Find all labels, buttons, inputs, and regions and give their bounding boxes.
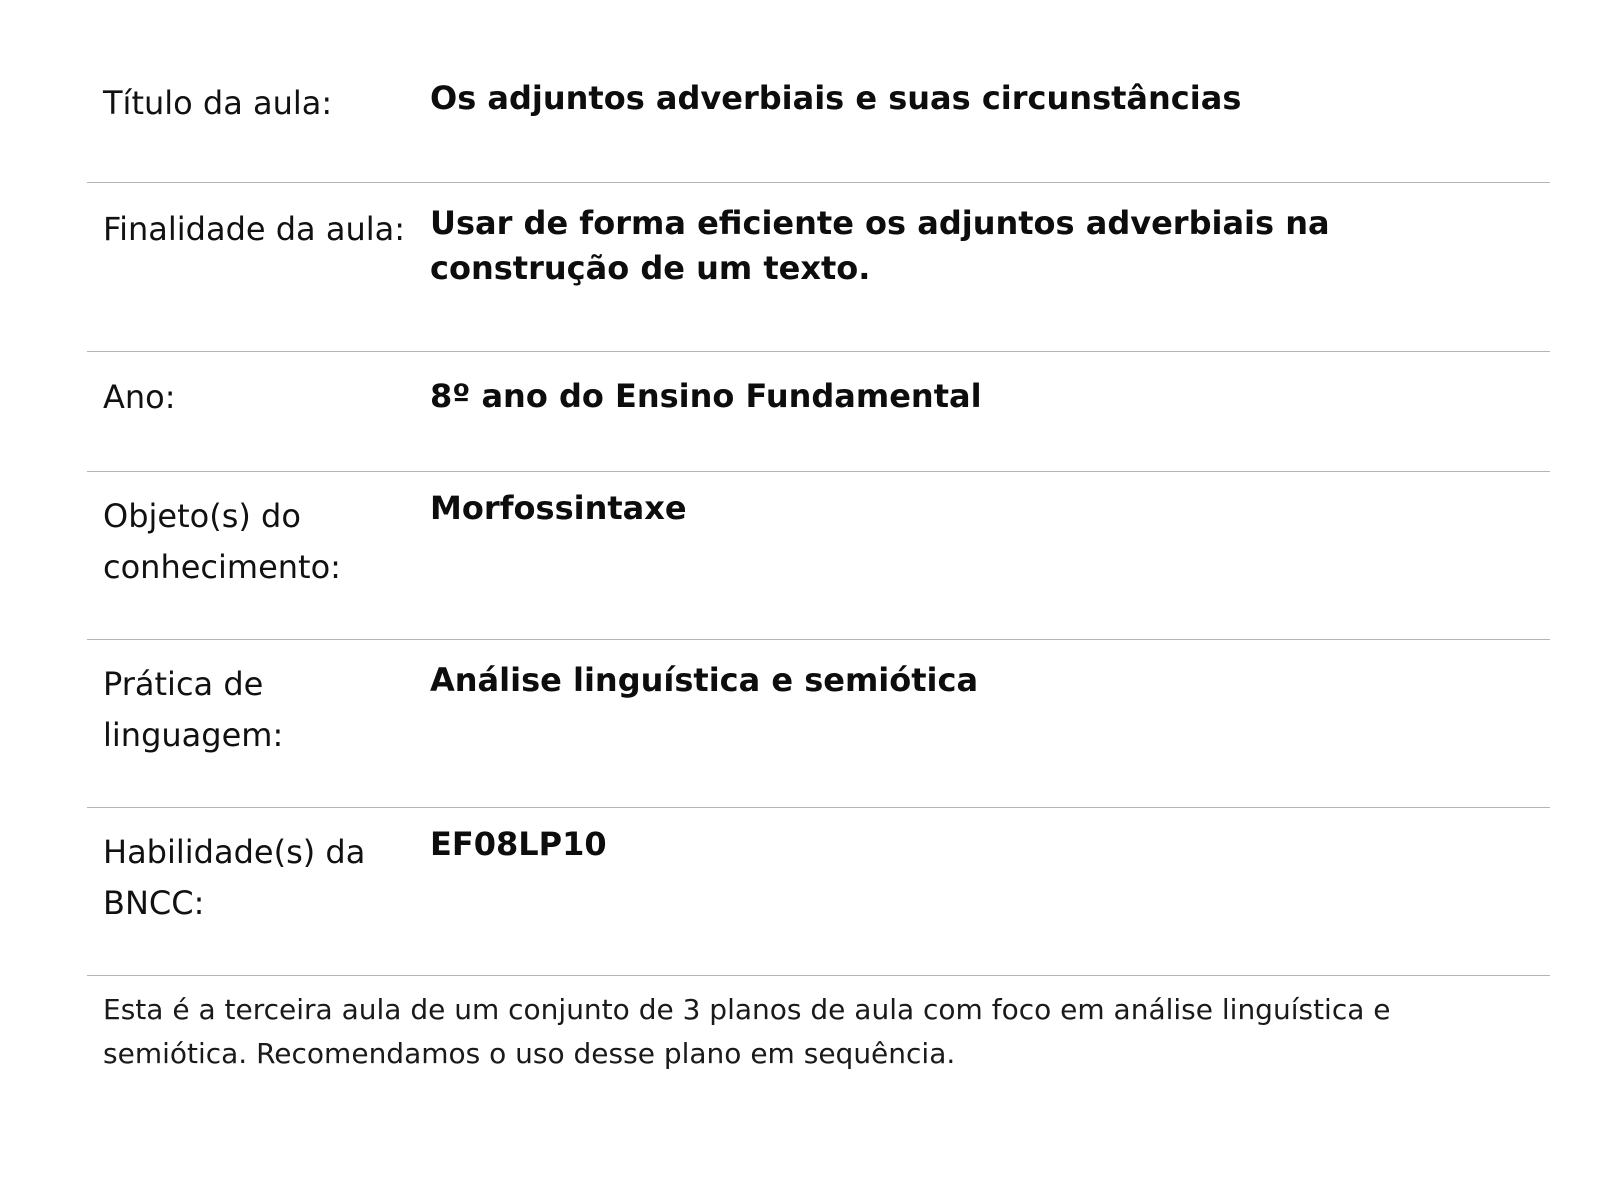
language-practice-value: Análise linguística e semiótica xyxy=(430,661,979,699)
lesson-plan-sheet xyxy=(87,55,1550,1076)
lesson-title-label: Título da aula: xyxy=(103,84,333,122)
bncc-skill-row xyxy=(87,808,1550,976)
knowledge-object-row xyxy=(87,472,1550,640)
lesson-purpose-label: Finalidade da aula: xyxy=(103,210,405,248)
school-year-value: 8º ano do Ensino Fundamental xyxy=(430,377,982,415)
lesson-info-table xyxy=(87,55,1550,976)
bncc-skill-label: Habilidade(s) da BNCC: xyxy=(103,833,366,922)
school-year-label: Ano: xyxy=(103,378,176,416)
lesson-purpose-value: Usar de forma eficiente os adjuntos adverbiais na construção de um texto. xyxy=(430,204,1330,287)
knowledge-object-value: Morfossintaxe xyxy=(430,489,687,527)
sequence-note: Esta é a terceira aula de um conjunto de 3 planos de aula com foco em análise linguística e semiótica. Recomendamos o uso desse plano em sequência. xyxy=(103,993,1391,1070)
lesson-title-value: Os adjuntos adverbiais e suas circunstâncias xyxy=(430,79,1242,117)
lesson-purpose-row xyxy=(87,183,1550,352)
knowledge-object-label: Objeto(s) do conhecimento: xyxy=(103,497,341,586)
bncc-skill-value: EF08LP10 xyxy=(430,825,607,863)
lesson-title-row xyxy=(87,55,1550,183)
language-practice-label: Prática de linguagem: xyxy=(103,665,284,754)
language-practice-row xyxy=(87,640,1550,808)
school-year-row xyxy=(87,352,1550,472)
